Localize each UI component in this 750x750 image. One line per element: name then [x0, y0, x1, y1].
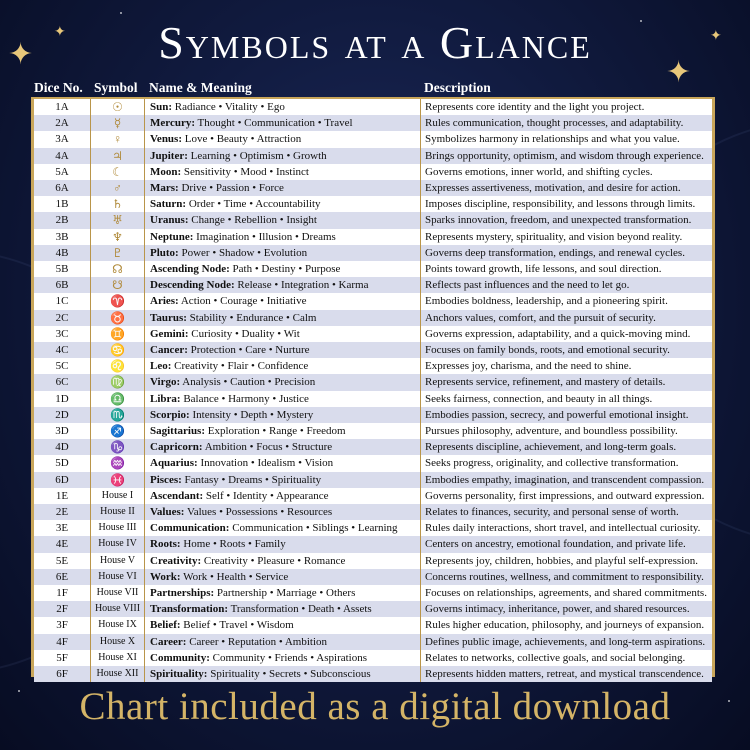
description: Focuses on relationships, agreements, and shared commitments.	[425, 587, 707, 599]
table-row	[34, 407, 712, 423]
table-row	[34, 666, 712, 682]
description: Represents core identity and the light you project.	[425, 101, 645, 113]
dice-number: 4F	[34, 634, 91, 650]
symbol-meaning: Stability • Endurance • Calm	[186, 311, 317, 324]
name-meaning	[145, 277, 421, 293]
star-dot	[120, 12, 122, 14]
description: Relates to finances, security, and personal sense of worth.	[425, 506, 679, 518]
table-row	[34, 148, 712, 164]
house-label: House III	[91, 520, 145, 536]
dice-number: 6A	[34, 180, 91, 196]
table-row	[34, 212, 712, 228]
table-row	[34, 229, 712, 245]
symbol-meaning: Self • Identity • Appearance	[203, 489, 329, 502]
house-label: House IV	[91, 536, 145, 552]
house-label: House XII	[91, 666, 145, 682]
symbol-meaning: Belief • Travel • Wisdom	[180, 619, 294, 632]
description: Seeks fairness, connection, and beauty in all things.	[425, 392, 653, 405]
sparkle-star-icon: ✦	[54, 25, 66, 40]
name-meaning	[145, 293, 421, 309]
table-row	[34, 439, 712, 455]
page-title: Symbols at a Glance	[158, 17, 592, 68]
table-row	[34, 196, 712, 212]
astro-symbol-icon: ♈	[91, 293, 145, 309]
symbol-name: Communication:	[150, 522, 230, 535]
astro-symbol-icon: ♄	[91, 196, 145, 212]
dice-number: 3B	[34, 229, 91, 245]
description: Symbolizes harmony in relationships and what you value.	[425, 133, 680, 146]
table-row	[34, 650, 712, 666]
table-row	[34, 293, 712, 309]
name-meaning	[145, 455, 421, 471]
description: Represents hidden matters, retreat, and mystical transcendence.	[425, 668, 704, 680]
table-row	[34, 245, 712, 261]
symbol-meaning: Innovation • Idealism • Vision	[197, 457, 334, 470]
house-label: House II	[91, 504, 145, 520]
table-row	[34, 536, 712, 552]
dice-number: 2E	[34, 504, 91, 520]
symbol-name: Uranus:	[150, 214, 189, 227]
house-label: House VI	[91, 569, 145, 585]
header-symbol: Symbol	[94, 80, 138, 95]
symbol-name: Mercury:	[150, 117, 195, 130]
house-label: House V	[91, 553, 145, 569]
table-row	[34, 391, 712, 407]
symbol-meaning: Drive • Passion • Force	[178, 182, 284, 194]
description: Imposes discipline, responsibility, and lessons through limits.	[425, 198, 696, 211]
table-row	[34, 488, 712, 504]
name-meaning	[145, 585, 421, 601]
description: Governs intimacy, inheritance, power, and shared resources.	[425, 603, 690, 616]
symbol-name: Capricorn:	[150, 441, 203, 454]
symbol-name: Venus:	[150, 133, 182, 146]
table-row	[34, 617, 712, 633]
description: Rules communication, thought processes, and adaptability.	[425, 117, 684, 130]
symbol-meaning: Curiosity • Duality • Wit	[188, 327, 300, 340]
description: Relates to networks, collective goals, and social belonging.	[425, 651, 686, 664]
symbol-meaning: Creativity • Flair • Confidence	[171, 360, 309, 373]
symbol-name: Pisces:	[150, 473, 182, 486]
name-meaning	[145, 310, 421, 326]
table-row	[34, 261, 712, 277]
astro-symbol-icon: ♓	[91, 472, 145, 488]
symbol-meaning: Action • Courage • Initiative	[178, 295, 307, 308]
description: Reflects past influences and the need to let go.	[425, 279, 630, 292]
description: Embodies boldness, leadership, and a pioneering spirit.	[425, 295, 668, 308]
astro-symbol-icon: ♀	[91, 131, 145, 147]
astro-symbol-icon: ☉	[91, 99, 145, 115]
dice-number: 4E	[34, 536, 91, 552]
dice-number: 5F	[34, 650, 91, 666]
symbol-meaning: Power • Shadow • Evolution	[178, 246, 308, 259]
symbol-name: Aquarius:	[150, 457, 198, 470]
description: Seeks progress, originality, and collective transformation.	[425, 457, 679, 470]
astro-symbol-icon: ♇	[91, 245, 145, 261]
dice-number: 1C	[34, 293, 91, 309]
dice-number: 2B	[34, 212, 91, 228]
symbol-name: Moon:	[150, 165, 182, 178]
astro-symbol-icon: ☿	[91, 115, 145, 131]
table-row	[34, 342, 712, 358]
name-meaning	[145, 569, 421, 585]
description: Centers on ancestry, emotional foundation, and private life.	[425, 538, 686, 551]
name-meaning	[145, 115, 421, 131]
symbol-name: Saturn:	[150, 198, 187, 211]
symbol-name: Jupiter:	[150, 149, 188, 162]
symbol-name: Career:	[150, 635, 187, 648]
symbol-name: Sun:	[150, 101, 173, 113]
table-row	[34, 520, 712, 536]
name-meaning	[145, 131, 421, 147]
astro-symbol-icon: ♋	[91, 342, 145, 358]
dice-number: 6F	[34, 666, 91, 682]
dice-number: 1E	[34, 488, 91, 504]
table-row	[34, 634, 712, 650]
astro-symbol-icon: ♌	[91, 358, 145, 374]
description: Represents mystery, spirituality, and vision beyond reality.	[425, 230, 683, 243]
symbol-name: Work:	[150, 570, 181, 583]
dice-number: 1B	[34, 196, 91, 212]
symbol-name: Taurus:	[150, 311, 187, 324]
symbol-meaning: Protection • Care • Nurture	[187, 344, 310, 356]
dice-number: 6D	[34, 472, 91, 488]
name-meaning	[145, 196, 421, 212]
symbol-meaning: Home • Roots • Family	[180, 538, 286, 551]
name-meaning	[145, 634, 421, 650]
symbol-name: Neptune:	[150, 230, 194, 243]
symbol-meaning: Creativity • Pleasure • Romance	[201, 554, 346, 567]
symbol-meaning: Communication • Siblings • Learning	[229, 522, 398, 535]
description: Expresses joy, charisma, and the need to shine.	[425, 360, 632, 373]
header-description: Description	[424, 80, 491, 95]
description: Rules higher education, philosophy, and journeys of expansion.	[425, 619, 705, 632]
astro-symbol-icon: ♏	[91, 407, 145, 423]
astro-symbol-icon: ♃	[91, 148, 145, 164]
dice-number: 3A	[34, 131, 91, 147]
symbol-meaning: Order • Time • Accountability	[186, 198, 321, 211]
astro-symbol-icon: ♒	[91, 455, 145, 471]
symbol-name: Scorpio:	[150, 408, 190, 421]
description: Represents discipline, achievement, and long-term goals.	[425, 441, 677, 454]
description: Sparks innovation, freedom, and unexpected transformation.	[425, 214, 692, 227]
name-meaning	[145, 650, 421, 666]
table-row	[34, 553, 712, 569]
dice-number: 5C	[34, 358, 91, 374]
table-row	[34, 310, 712, 326]
dice-number: 4B	[34, 245, 91, 261]
symbol-name: Pluto:	[150, 246, 179, 259]
symbol-meaning: Release • Integration • Karma	[234, 279, 369, 292]
table-row	[34, 131, 712, 147]
name-meaning	[145, 326, 421, 342]
symbol-meaning: Path • Destiny • Purpose	[229, 263, 341, 275]
name-meaning	[145, 439, 421, 455]
name-meaning	[145, 212, 421, 228]
description: Governs personality, first impressions, and outward expression.	[425, 489, 705, 502]
description: Anchors values, comfort, and the pursuit of security.	[425, 311, 656, 324]
name-meaning	[145, 99, 421, 115]
symbol-meaning: Partnership • Marriage • Others	[214, 587, 356, 599]
name-meaning	[145, 358, 421, 374]
dice-number: 6E	[34, 569, 91, 585]
table-row	[34, 180, 712, 196]
symbol-name: Partnerships:	[150, 587, 215, 599]
house-label: House VII	[91, 585, 145, 601]
symbol-meaning: Exploration • Range • Freedom	[205, 425, 346, 437]
symbol-name: Leo:	[150, 360, 172, 373]
symbol-name: Ascendant:	[150, 489, 204, 502]
table-row	[34, 326, 712, 342]
astro-symbol-icon: ♆	[91, 229, 145, 245]
description: Embodies empathy, imagination, and transcendent compassion.	[425, 473, 705, 486]
symbol-name: Values:	[150, 506, 185, 518]
header-name-meaning: Name & Meaning	[149, 80, 252, 95]
symbol-name: Roots:	[150, 538, 181, 551]
symbol-meaning: Love • Beauty • Attraction	[182, 133, 302, 146]
symbol-name: Gemini:	[150, 327, 189, 340]
description: Brings opportunity, optimism, and wisdom through experience.	[425, 149, 704, 162]
name-meaning	[145, 423, 421, 439]
symbol-meaning: Imagination • Illusion • Dreams	[193, 230, 336, 243]
symbol-meaning: Community • Friends • Aspirations	[209, 651, 368, 664]
symbol-name: Ascending Node:	[150, 263, 230, 275]
symbol-meaning: Work • Health • Service	[180, 570, 289, 583]
dice-number: 3C	[34, 326, 91, 342]
name-meaning	[145, 180, 421, 196]
description: Points toward growth, life lessons, and soul direction.	[425, 263, 662, 275]
symbol-meaning: Learning • Optimism • Growth	[187, 149, 327, 162]
dice-number: 2F	[34, 601, 91, 617]
table-row	[34, 423, 712, 439]
symbol-meaning: Values • Possessions • Resources	[184, 506, 333, 518]
symbol-meaning: Change • Rebellion • Insight	[188, 214, 317, 227]
dice-number: 3F	[34, 617, 91, 633]
symbol-name: Belief:	[150, 619, 181, 632]
symbol-meaning: Career • Reputation • Ambition	[186, 635, 328, 648]
name-meaning	[145, 391, 421, 407]
table-row	[34, 115, 712, 131]
symbol-meaning: Thought • Communication • Travel	[195, 117, 353, 130]
description: Defines public image, achievements, and long-term aspirations.	[425, 635, 706, 648]
description: Embodies passion, secrecy, and powerful emotional insight.	[425, 408, 689, 421]
name-meaning	[145, 407, 421, 423]
symbol-name: Sagittarius:	[150, 425, 205, 437]
name-meaning	[145, 261, 421, 277]
symbol-meaning: Fantasy • Dreams • Spirituality	[181, 473, 322, 486]
description: Rules daily interactions, short travel, and intellectual curiosity.	[425, 522, 701, 535]
dice-number: 4A	[34, 148, 91, 164]
dice-number: 5A	[34, 164, 91, 180]
table-row	[34, 374, 712, 390]
dice-number: 1A	[34, 99, 91, 115]
sparkle-star-icon: ✦	[666, 56, 692, 89]
dice-number: 3E	[34, 520, 91, 536]
name-meaning	[145, 374, 421, 390]
table-row	[34, 99, 712, 115]
dice-number: 4D	[34, 439, 91, 455]
symbol-name: Transformation:	[150, 603, 229, 616]
description: Pursues philosophy, adventure, and boundless possibility.	[425, 425, 678, 437]
description: Represents joy, children, hobbies, and playful self-expression.	[425, 554, 698, 567]
astro-symbol-icon: ♊	[91, 326, 145, 342]
name-meaning	[145, 666, 421, 682]
dice-number: 1F	[34, 585, 91, 601]
name-meaning	[145, 488, 421, 504]
symbol-meaning: Transformation • Death • Assets	[228, 603, 372, 616]
description: Governs deep transformation, endings, and renewal cycles.	[425, 246, 685, 259]
house-label: House VIII	[91, 601, 145, 617]
symbol-meaning: Spirituality • Secrets • Subconscious	[207, 668, 371, 680]
symbol-name: Virgo:	[150, 376, 181, 389]
symbol-name: Libra:	[150, 392, 181, 405]
description: Governs expression, adaptability, and a quick-moving mind.	[425, 327, 691, 340]
table-row	[34, 164, 712, 180]
header-dice-no: Dice No.	[34, 80, 83, 95]
name-meaning	[145, 472, 421, 488]
table-row	[34, 358, 712, 374]
dice-number: 2A	[34, 115, 91, 131]
name-meaning	[145, 617, 421, 633]
astro-symbol-icon: ♐	[91, 423, 145, 439]
astro-symbol-icon: ♍	[91, 374, 145, 390]
astro-symbol-icon: ♅	[91, 212, 145, 228]
dice-number: 5E	[34, 553, 91, 569]
dice-number: 3D	[34, 423, 91, 439]
description: Represents service, refinement, and mastery of details.	[425, 376, 666, 389]
dice-number: 6C	[34, 374, 91, 390]
symbol-meaning: Intensity • Depth • Mystery	[189, 408, 314, 421]
table-row	[34, 472, 712, 488]
table-row	[34, 569, 712, 585]
name-meaning	[145, 553, 421, 569]
house-label: House IX	[91, 617, 145, 633]
astro-symbol-icon: ☋	[91, 277, 145, 293]
astro-symbol-icon: ♂	[91, 180, 145, 196]
symbol-meaning: Balance • Harmony • Justice	[180, 392, 309, 405]
dice-number: 4C	[34, 342, 91, 358]
house-label: House X	[91, 634, 145, 650]
dice-number: 2D	[34, 407, 91, 423]
symbol-meaning: Analysis • Caution • Precision	[180, 376, 316, 389]
name-meaning	[145, 164, 421, 180]
footer-caption: Chart included as a digital download	[79, 685, 671, 728]
house-label: House I	[91, 488, 145, 504]
dice-number: 5D	[34, 455, 91, 471]
astro-symbol-icon: ☊	[91, 261, 145, 277]
description: Concerns routines, wellness, and commitment to responsibility.	[425, 570, 704, 583]
name-meaning	[145, 148, 421, 164]
description: Focuses on family bonds, roots, and emotional security.	[425, 344, 670, 356]
table-row	[34, 277, 712, 293]
astro-symbol-icon: ♉	[91, 310, 145, 326]
table-row	[34, 601, 712, 617]
sparkle-star-icon: ✦	[710, 29, 722, 44]
astro-symbol-icon: ♎	[91, 391, 145, 407]
sparkle-star-icon: ✦	[8, 38, 34, 71]
name-meaning	[145, 601, 421, 617]
description: Expresses assertiveness, motivation, and desire for action.	[425, 182, 681, 194]
dice-number: 5B	[34, 261, 91, 277]
astro-symbol-icon: ☾	[91, 164, 145, 180]
name-meaning	[145, 342, 421, 358]
symbols-table	[31, 97, 715, 680]
symbol-name: Cancer:	[150, 344, 188, 356]
symbol-meaning: Radiance • Vitality • Ego	[172, 101, 285, 113]
symbol-name: Spirituality:	[150, 668, 208, 680]
dice-number: 6B	[34, 277, 91, 293]
table-row	[34, 504, 712, 520]
description: Governs emotions, inner world, and shifting cycles.	[425, 165, 653, 178]
dice-number: 2C	[34, 310, 91, 326]
name-meaning	[145, 245, 421, 261]
symbol-name: Mars:	[150, 182, 179, 194]
name-meaning	[145, 229, 421, 245]
dice-number: 1D	[34, 391, 91, 407]
symbol-name: Community:	[150, 651, 210, 664]
symbol-meaning: Sensitivity • Mood • Instinct	[181, 165, 309, 178]
house-label: House XI	[91, 650, 145, 666]
name-meaning	[145, 536, 421, 552]
symbol-name: Aries:	[150, 295, 179, 308]
symbol-name: Descending Node:	[150, 279, 235, 292]
name-meaning	[145, 504, 421, 520]
name-meaning	[145, 520, 421, 536]
table-row	[34, 455, 712, 471]
astro-symbol-icon: ♑	[91, 439, 145, 455]
symbol-name: Creativity:	[150, 554, 202, 567]
table-row	[34, 585, 712, 601]
symbol-meaning: Ambition • Focus • Structure	[202, 441, 333, 454]
